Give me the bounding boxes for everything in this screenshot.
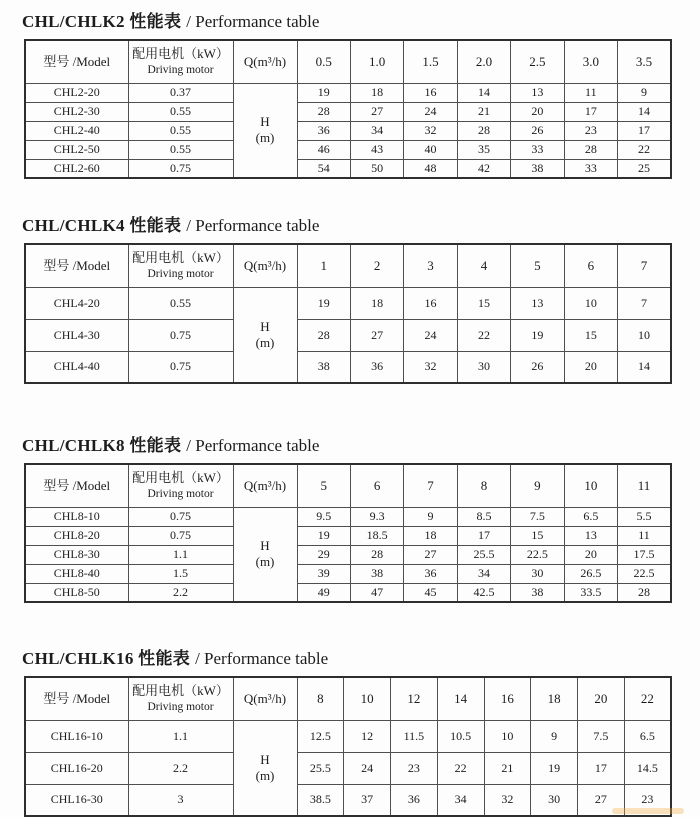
head-value-cell: 21 — [457, 102, 510, 121]
q-flow-header: 12 — [391, 677, 438, 720]
head-value-cell: 17 — [457, 526, 510, 545]
table-row — [25, 564, 671, 583]
head-value-cell: 9.5 — [297, 507, 350, 526]
head-value-cell: 40 — [404, 140, 457, 159]
q-flow-header: 1.0 — [350, 40, 403, 83]
header-row — [25, 464, 671, 507]
head-value-cell: 20 — [564, 351, 617, 383]
col-header-model: 型号 /Model — [25, 40, 128, 83]
head-unit-cell — [233, 287, 297, 383]
head-value-cell: 33 — [511, 140, 564, 159]
head-value-cell: 7.5 — [578, 720, 625, 752]
head-value-cell: 28 — [564, 140, 617, 159]
motor-power-cell: 1.1 — [128, 545, 233, 564]
head-value-cell: 28 — [350, 545, 403, 564]
head-value-cell: 45 — [404, 583, 457, 602]
model-cell: CHL8-10 — [25, 507, 128, 526]
table-title-sub: / Performance table — [195, 649, 329, 668]
head-value-cell: 38 — [511, 159, 564, 178]
head-value-cell: 33.5 — [564, 583, 617, 602]
head-value-cell: 34 — [350, 121, 403, 140]
head-value-cell: 11.5 — [391, 720, 438, 752]
head-value-cell: 20 — [564, 545, 617, 564]
motor-header-en: Driving motor — [147, 267, 214, 280]
model-cell: CHL2-60 — [25, 159, 128, 178]
head-value-cell: 21 — [484, 752, 531, 784]
head-value-cell: 42.5 — [457, 583, 510, 602]
motor-power-cell: 3 — [128, 784, 233, 816]
head-value-cell: 49 — [297, 583, 350, 602]
motor-power-cell: 0.55 — [128, 287, 233, 319]
q-flow-header: 6 — [564, 244, 617, 287]
head-value-cell: 19 — [297, 83, 350, 102]
motor-header-en: Driving motor — [147, 487, 214, 500]
header-row — [25, 244, 671, 287]
head-value-cell: 38 — [297, 351, 350, 383]
head-value-cell: 13 — [511, 83, 564, 102]
head-value-cell: 26 — [511, 121, 564, 140]
table-title-sub: / Performance table — [186, 12, 320, 31]
head-value-cell: 19 — [531, 752, 578, 784]
table-row — [25, 121, 671, 140]
head-value-cell: 29 — [297, 545, 350, 564]
table-row — [25, 720, 671, 752]
table-row — [25, 287, 671, 319]
col-header-q: Q(m³/h) — [233, 244, 297, 287]
table-row — [25, 159, 671, 178]
head-unit-cell — [233, 83, 297, 178]
watermark-remnant — [612, 808, 684, 814]
table-row — [25, 583, 671, 602]
q-flow-header: 10 — [564, 464, 617, 507]
motor-header-cn: 配用电机（kW） — [132, 46, 229, 62]
table-row — [25, 102, 671, 121]
head-value-cell: 25.5 — [457, 545, 510, 564]
head-value-cell: 17 — [618, 121, 671, 140]
table-title-sub: / Performance table — [186, 436, 320, 455]
head-value-cell: 18 — [404, 526, 457, 545]
head-value-cell: 32 — [404, 121, 457, 140]
head-value-cell: 24 — [404, 102, 457, 121]
header-row — [25, 677, 671, 720]
q-flow-header: 20 — [578, 677, 625, 720]
head-value-cell: 50 — [350, 159, 403, 178]
head-value-cell: 27 — [350, 319, 403, 351]
head-value-cell: 10 — [484, 720, 531, 752]
head-value-cell: 43 — [350, 140, 403, 159]
head-value-cell: 32 — [484, 784, 531, 816]
head-value-cell: 18 — [350, 83, 403, 102]
model-cell: CHL2-30 — [25, 102, 128, 121]
col-header-q: Q(m³/h) — [233, 677, 297, 720]
q-flow-header: 2.0 — [457, 40, 510, 83]
head-value-cell: 46 — [297, 140, 350, 159]
model-cell: CHL16-20 — [25, 752, 128, 784]
head-value-cell: 25.5 — [297, 752, 344, 784]
q-flow-header: 7 — [404, 464, 457, 507]
head-value-cell: 9.3 — [350, 507, 403, 526]
head-value-cell: 30 — [457, 351, 510, 383]
table-title — [22, 7, 672, 32]
table-title-main: CHL/CHLK8 性能表 — [22, 436, 182, 455]
h-unit: (m) — [255, 554, 275, 570]
head-value-cell: 27 — [350, 102, 403, 121]
motor-power-cell: 0.75 — [128, 319, 233, 351]
motor-power-cell: 2.2 — [128, 752, 233, 784]
model-cell: CHL4-20 — [25, 287, 128, 319]
head-value-cell: 22.5 — [618, 564, 671, 583]
table-row — [25, 545, 671, 564]
head-value-cell: 18.5 — [350, 526, 403, 545]
head-value-cell: 25 — [618, 159, 671, 178]
head-value-cell: 30 — [531, 784, 578, 816]
head-value-cell: 12.5 — [297, 720, 344, 752]
head-value-cell: 28 — [297, 319, 350, 351]
h-label: H — [260, 751, 270, 767]
head-value-cell: 10 — [564, 287, 617, 319]
head-value-cell: 38 — [511, 583, 564, 602]
table-row — [25, 140, 671, 159]
head-unit-cell — [233, 507, 297, 602]
head-value-cell: 39 — [297, 564, 350, 583]
model-cell: CHL4-40 — [25, 351, 128, 383]
head-value-cell: 9 — [531, 720, 578, 752]
h-unit: (m) — [255, 130, 275, 146]
head-value-cell: 47 — [350, 583, 403, 602]
head-value-cell: 5.5 — [618, 507, 671, 526]
model-cell: CHL16-30 — [25, 784, 128, 816]
q-flow-header: 2.5 — [511, 40, 564, 83]
q-flow-header: 2 — [350, 244, 403, 287]
head-value-cell: 22 — [618, 140, 671, 159]
motor-power-cell: 1.1 — [128, 720, 233, 752]
model-cell: CHL4-30 — [25, 319, 128, 351]
q-flow-header: 7 — [618, 244, 671, 287]
head-value-cell: 13 — [511, 287, 564, 319]
performance-table — [24, 463, 672, 603]
q-flow-header: 5 — [297, 464, 350, 507]
head-value-cell: 36 — [391, 784, 438, 816]
model-cell: CHL8-50 — [25, 583, 128, 602]
head-value-cell: 14 — [457, 83, 510, 102]
head-value-cell: 17.5 — [618, 545, 671, 564]
q-flow-header: 8 — [457, 464, 510, 507]
q-flow-header: 22 — [624, 677, 671, 720]
head-value-cell: 15 — [457, 287, 510, 319]
col-header-q: Q(m³/h) — [233, 40, 297, 83]
model-cell: CHL2-50 — [25, 140, 128, 159]
q-flow-header: 3.0 — [564, 40, 617, 83]
q-flow-header: 4 — [457, 244, 510, 287]
h-label: H — [260, 318, 270, 334]
col-header-motor — [128, 244, 233, 287]
q-flow-header: 3 — [404, 244, 457, 287]
model-cell: CHL8-30 — [25, 545, 128, 564]
motor-power-cell: 0.55 — [128, 140, 233, 159]
head-value-cell: 19 — [297, 287, 350, 319]
motor-power-cell: 0.75 — [128, 159, 233, 178]
header-row — [25, 40, 671, 83]
head-value-cell: 28 — [457, 121, 510, 140]
model-cell: CHL2-40 — [25, 121, 128, 140]
table-title — [22, 431, 672, 456]
col-header-model: 型号 /Model — [25, 244, 128, 287]
head-value-cell: 7.5 — [511, 507, 564, 526]
performance-table — [24, 39, 672, 179]
head-value-cell: 19 — [511, 319, 564, 351]
head-value-cell: 16 — [404, 83, 457, 102]
head-value-cell: 22 — [457, 319, 510, 351]
head-value-cell: 22 — [437, 752, 484, 784]
q-flow-header: 5 — [511, 244, 564, 287]
table-row — [25, 526, 671, 545]
head-value-cell: 28 — [297, 102, 350, 121]
col-header-model: 型号 /Model — [25, 464, 128, 507]
head-value-cell: 8.5 — [457, 507, 510, 526]
head-value-cell: 14 — [618, 102, 671, 121]
motor-header-cn: 配用电机（kW） — [132, 683, 229, 699]
col-header-model: 型号 /Model — [25, 677, 128, 720]
head-value-cell: 23 — [624, 784, 671, 816]
head-value-cell: 10 — [618, 319, 671, 351]
head-value-cell: 24 — [344, 752, 391, 784]
performance-table-section — [24, 7, 672, 179]
head-value-cell: 26 — [511, 351, 564, 383]
table-title-sub: / Performance table — [186, 216, 320, 235]
q-flow-header: 9 — [511, 464, 564, 507]
head-value-cell: 6.5 — [564, 507, 617, 526]
head-value-cell: 34 — [437, 784, 484, 816]
head-value-cell: 22.5 — [511, 545, 564, 564]
performance-table — [24, 676, 672, 817]
q-flow-header: 0.5 — [297, 40, 350, 83]
col-header-motor — [128, 677, 233, 720]
head-value-cell: 36 — [404, 564, 457, 583]
q-flow-header: 6 — [350, 464, 403, 507]
motor-header-cn: 配用电机（kW） — [132, 470, 229, 486]
table-title-main: CHL/CHLK4 性能表 — [22, 216, 182, 235]
head-value-cell: 38 — [350, 564, 403, 583]
head-value-cell: 10.5 — [437, 720, 484, 752]
head-value-cell: 19 — [297, 526, 350, 545]
head-value-cell: 14 — [618, 351, 671, 383]
head-value-cell: 7 — [618, 287, 671, 319]
motor-power-cell: 0.55 — [128, 121, 233, 140]
head-unit-cell — [233, 720, 297, 816]
head-value-cell: 38.5 — [297, 784, 344, 816]
model-cell: CHL8-40 — [25, 564, 128, 583]
head-value-cell: 30 — [511, 564, 564, 583]
head-value-cell: 9 — [404, 507, 457, 526]
model-cell: CHL16-10 — [25, 720, 128, 752]
performance-table-section — [24, 211, 672, 384]
table-row — [25, 351, 671, 383]
col-header-motor — [128, 40, 233, 83]
q-flow-header: 3.5 — [618, 40, 671, 83]
q-flow-header: 1 — [297, 244, 350, 287]
head-value-cell: 18 — [350, 287, 403, 319]
head-value-cell: 13 — [564, 526, 617, 545]
performance-table — [24, 243, 672, 384]
head-value-cell: 15 — [511, 526, 564, 545]
head-value-cell: 14.5 — [624, 752, 671, 784]
q-flow-header: 10 — [344, 677, 391, 720]
head-value-cell: 17 — [564, 102, 617, 121]
q-flow-header: 11 — [618, 464, 671, 507]
h-unit: (m) — [255, 767, 275, 783]
q-flow-header: 1.5 — [404, 40, 457, 83]
table-row — [25, 752, 671, 784]
head-value-cell: 37 — [344, 784, 391, 816]
table-title — [22, 211, 672, 236]
head-value-cell: 42 — [457, 159, 510, 178]
model-cell: CHL8-20 — [25, 526, 128, 545]
motor-power-cell: 0.55 — [128, 102, 233, 121]
head-value-cell: 36 — [297, 121, 350, 140]
head-value-cell: 6.5 — [624, 720, 671, 752]
performance-table-section — [24, 431, 672, 603]
head-value-cell: 32 — [404, 351, 457, 383]
head-value-cell: 16 — [404, 287, 457, 319]
head-value-cell: 15 — [564, 319, 617, 351]
head-value-cell: 34 — [457, 564, 510, 583]
h-unit: (m) — [255, 334, 275, 350]
head-value-cell: 11 — [564, 83, 617, 102]
head-value-cell: 35 — [457, 140, 510, 159]
head-value-cell: 23 — [391, 752, 438, 784]
h-label: H — [260, 114, 270, 129]
q-flow-header: 18 — [531, 677, 578, 720]
head-value-cell: 12 — [344, 720, 391, 752]
head-value-cell: 26.5 — [564, 564, 617, 583]
motor-power-cell: 1.5 — [128, 564, 233, 583]
table-title-main: CHL/CHLK2 性能表 — [22, 12, 182, 31]
table-row — [25, 784, 671, 816]
motor-power-cell: 0.75 — [128, 507, 233, 526]
col-header-q: Q(m³/h) — [233, 464, 297, 507]
motor-header-cn: 配用电机（kW） — [132, 250, 229, 266]
motor-power-cell: 0.37 — [128, 83, 233, 102]
motor-power-cell: 0.75 — [128, 526, 233, 545]
head-value-cell: 48 — [404, 159, 457, 178]
head-value-cell: 11 — [618, 526, 671, 545]
head-value-cell: 9 — [618, 83, 671, 102]
table-row — [25, 83, 671, 102]
performance-table-section — [24, 644, 672, 817]
table-row — [25, 507, 671, 526]
head-value-cell: 36 — [350, 351, 403, 383]
h-label: H — [260, 538, 270, 553]
motor-header-en: Driving motor — [147, 700, 214, 713]
model-cell: CHL2-20 — [25, 83, 128, 102]
head-value-cell: 28 — [618, 583, 671, 602]
head-value-cell: 54 — [297, 159, 350, 178]
head-value-cell: 27 — [578, 784, 625, 816]
head-value-cell: 33 — [564, 159, 617, 178]
motor-power-cell: 0.75 — [128, 351, 233, 383]
motor-header-en: Driving motor — [147, 63, 214, 76]
q-flow-header: 8 — [297, 677, 344, 720]
col-header-motor — [128, 464, 233, 507]
q-flow-header: 16 — [484, 677, 531, 720]
head-value-cell: 17 — [578, 752, 625, 784]
q-flow-header: 14 — [437, 677, 484, 720]
head-value-cell: 20 — [511, 102, 564, 121]
table-row — [25, 319, 671, 351]
head-value-cell: 27 — [404, 545, 457, 564]
motor-power-cell: 2.2 — [128, 583, 233, 602]
table-title — [22, 644, 672, 669]
table-title-main: CHL/CHLK16 性能表 — [22, 649, 191, 668]
head-value-cell: 23 — [564, 121, 617, 140]
head-value-cell: 24 — [404, 319, 457, 351]
